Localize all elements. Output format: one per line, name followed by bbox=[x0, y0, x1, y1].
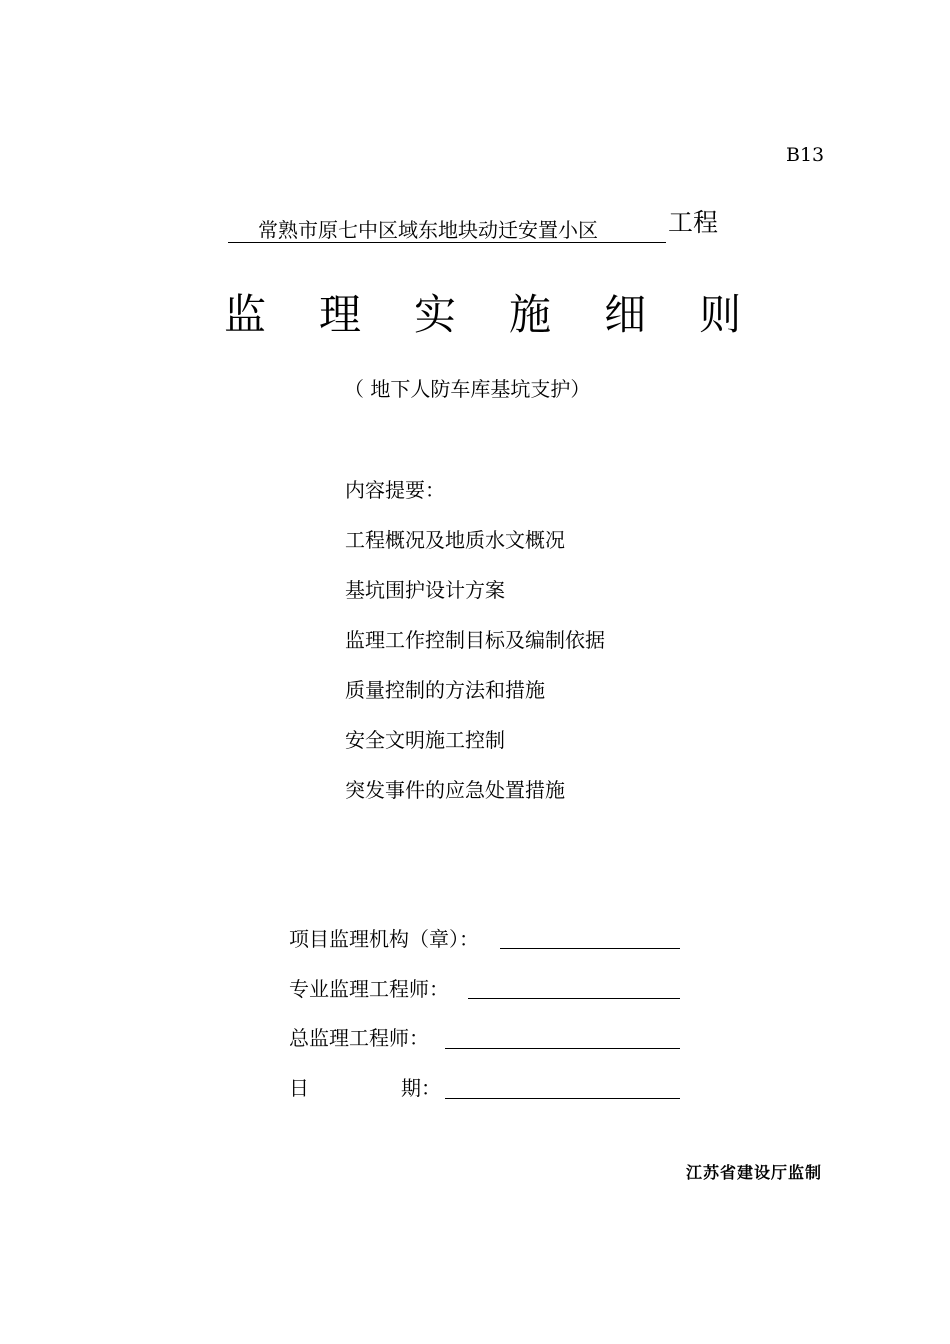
contents-heading: 内容提要： bbox=[345, 478, 445, 502]
title-char: 施 bbox=[509, 290, 552, 339]
title-char: 则 bbox=[699, 290, 742, 339]
contents-item: 基坑围护设计方案 bbox=[345, 578, 505, 602]
date-line[interactable] bbox=[445, 1097, 680, 1099]
specialist-engineer-label: 专业监理工程师： bbox=[289, 977, 449, 1001]
project-name: 常熟市原七中区域东地块动迁安置小区 bbox=[258, 218, 598, 242]
contents-item: 监理工作控制目标及编制依据 bbox=[345, 628, 605, 652]
chief-engineer-signature-line[interactable] bbox=[445, 1047, 680, 1049]
contents-item: 质量控制的方法和措施 bbox=[345, 678, 545, 702]
date-label-char: 日 bbox=[289, 1076, 309, 1100]
main-title bbox=[224, 282, 741, 342]
title-char: 细 bbox=[604, 290, 647, 339]
specialist-engineer-signature-line[interactable] bbox=[468, 997, 680, 999]
title-char: 实 bbox=[414, 290, 457, 339]
chief-engineer-label: 总监理工程师： bbox=[289, 1026, 429, 1050]
agency-signature-line[interactable] bbox=[500, 947, 680, 949]
contents-item: 安全文明施工控制 bbox=[345, 728, 505, 752]
issuer-label: 江苏省建设厅监制 bbox=[686, 1163, 823, 1182]
title-char: 理 bbox=[319, 290, 362, 339]
agency-label: 项目监理机构（章）： bbox=[289, 927, 479, 951]
document-code: B13 bbox=[786, 144, 825, 166]
subtitle: （ 地下人防车库基坑支护） bbox=[344, 377, 591, 401]
project-suffix: 工程 bbox=[668, 208, 719, 237]
contents-item: 工程概况及地质水文概况 bbox=[345, 528, 565, 552]
title-char: 监 bbox=[224, 290, 267, 339]
date-label-char: 期： bbox=[401, 1076, 441, 1100]
contents-item: 突发事件的应急处置措施 bbox=[345, 778, 565, 802]
